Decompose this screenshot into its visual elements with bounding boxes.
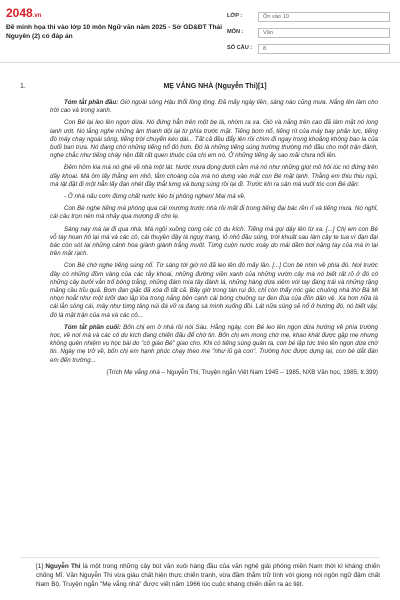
passage-paragraph-2: Đêm hôm kia má nó ghé về nhà một lát. Nước mưa đọng dưới cằm má nó như những giọt mồ hôi lúc nó đứng trên dãy khoai. Má ôm lấy thằng em nhỏ, tắm choàng của má nó dưng vào mặt con Bé mặt lạnh. Thằng em thiu thiu ngủ, má lật đặt đi một hẳn lấy đạn nhét đầy thắt lưng và bung súng rồi lại đi. Trước khi ra sân má vuốt tóc con Bé dặn: [50, 164, 378, 188]
question-number: 1. [20, 83, 26, 90]
summary-end-label: Tóm tắt phần cuối: [64, 323, 121, 331]
summary-end-text: Bốn chị em ở nhà rồi nói Sáu. Hằng ngày, con Bé leo lên ngọn dừa hướng về phía trường học, về nơi má và các cô du kích đang chiến đấu để chờ tin. Bốn chị em mong chờ mẹ, khao khát được gặp mẹ nhưng không quên nhiệm vụ học bài do "cô giáo Bé" giao cho. Khi có tiếng súng quân ta, con bé lập tức trèo lên ngọn dừa chờ tin. Ngày mẹ trở về, bốn chị em hạnh phúc chạy theo mẹ "như lũ gà con". Trường học được dựng lại, con bé dắt đàn em đến trường... [50, 323, 378, 364]
passage-paragraph-4: Sáng nay má lại đi qua nhà. Má ngồi xuồng cùng các cô du kích. Tiếng má gọi dậy lên từ xa. [...] Chị em con Bé vỗ tay hoan hô lại má và các cô, cái thuyền đậy lá ngụy trang, lỏ nhỏ đầu súng, trời khuất sau làm cây te tua vì đạn đại bác còn sót lại những cánh hoa giành giành trắng muốt. Từng cuộn nước xoáy do mái dầm bơi nặng tay của má in lại trên mặt rạch. [50, 225, 378, 258]
passage-quote: - Ở nhà nấu cơm đừng chất nước kéo bị phỏng nghen! Mai má về. [64, 193, 246, 201]
site-logo[interactable] [6, 6, 41, 20]
logo-text: 2048 [6, 6, 33, 20]
meta-row-subject [224, 26, 392, 40]
meta-row-class [224, 10, 392, 24]
meta-label-count: SỐ CÂU : [227, 45, 253, 51]
footnote-text: là một trong những cây bút văn xuôi hàng đầu của văn nghệ giải phóng miền Nam thời kì kháng chiến chống Mĩ. Văn Nguyễn Thi vừa giàu chất hiện thực chiến tranh, vừa đầm thắm trữ tình với giọng nói ngôn ngữ đậm chất Nam Bộ. Truyện ngắn "Mẹ vắng nhà" được viết năm 1966 lúc cuộc kháng chiến diễn ra ác liệt. [36, 563, 380, 588]
summary-end [50, 324, 378, 365]
logo-tld: .vn [32, 13, 42, 19]
document-title: Đề minh họa thi vào lớp 10 môn Ngữ văn năm 2025 - Sở GD&ĐT Thái Nguyên (2) có đáp án [6, 24, 223, 40]
question-title: MẸ VẮNG NHÀ (Nguyễn Thi)[1] [163, 83, 267, 90]
citation-prefix: (Trích [106, 368, 125, 376]
footnote-author: Nguyễn Thi [45, 563, 81, 570]
summary-intro [50, 99, 378, 115]
meta-label-class: LỚP : [227, 13, 243, 19]
meta-value-count: 8 [258, 44, 390, 54]
meta-value-class: Ôn vào 10 [258, 12, 390, 22]
passage-paragraph-5: Con Bé chờ nghe tiếng súng nổ. Từ sáng tới giờ nó đã leo lên đó mấy lần. [...] Con bé nhìn về phía đó. Nơi trước đây có những đồm vàng của các rẫy khoai, những đường viền xanh của những vườn cây mà nó biết rất rõ ở đó có những cây bưởi vẫn trổ bông trắng, những đám mía tây đánh lá, những hàng dừa xiêm với tay đang trái và những rặng mãng cầu trĩu quả. Bom đạn giặc đã xóa đi tất cả. Bây giờ trong tàn rụi đó, chỉ còn thấy nóc gác chuông nhà thờ Bà Mi nhọn hoắt như một lưỡi dao lặp lòa trong nắng bên cạnh cái bóng chuông sự đen đùa của đồn dân vệ. Xa hơn nữa là cái lằn sông cái, mây như từng tảng núi đá vỡ ra đang sà mình xuống đồi. Lát nữa súng sẽ nổ ở hướng đó, nó biết vậy, đó là mặt trận của má và các cô... [50, 262, 378, 319]
meta-row-count [224, 42, 392, 56]
footnote-marker: [1] [36, 563, 46, 570]
summary-intro-label: Tóm tắt phần đầu: [64, 99, 119, 106]
passage-paragraph-1: Con Bé lại leo lên ngọn dừa. Nó đứng hẳn trên một bẹ lá, nhòm ra xa. Gió và nắng trên cao đã làm mặt nó long lanh ướt. Nó lắng nghe những âm thanh dội lại từ phía trước mặt. Tiếng bom nổ, tiếng rít của máy bay phản lực, tiếng đò máy chạy ngoài sông, tiếng trời chuyển kéo dài... Tất cả đều đẩy lên rồi chìm đi ngay trong khoảng không bao la của buổi ban trưa. Nó đang chờ những tiếng nổ đó hơn. Đó là những tiếng súng trường thường mở đầu cho một trận đánh, nghe chắc như tiếng cháy nện đất rất quen thuộc của chị em nó. Ở những tiếng ấy sao mãi chưa nổi lên. [50, 119, 378, 160]
meta-value-subject: Văn [258, 28, 390, 38]
passage-paragraph-3: Con Bé nghe tiếng má phóng qua cái mương trước nhà rồi mất đi trong tiếng đại bác rền rĩ và tiếng mưa. Nó nghĩ, cái câu trọn nén mà nhảy qua mương đi cho lẹ. [50, 205, 378, 221]
page-header [0, 0, 400, 63]
footnote [36, 562, 380, 589]
citation-title: Mẹ vắng nhà [124, 368, 160, 376]
summary-intro-text: Gió ngoài sông Hậu thổi lồng lộng. Đã mấy ngày liền, sáng nào cũng mưa. Nắng lên làm cho trời cao và trong xanh. [50, 99, 378, 115]
citation-rest: – Nguyễn Thi, Truyện ngắn Việt Nam 1945 – 1985, NXB Văn học, 1985, tr.399) [159, 368, 378, 376]
section-divider [20, 557, 380, 558]
citation [50, 369, 378, 377]
passage-block-1 [50, 99, 378, 377]
meta-label-subject: MÔN : [227, 29, 244, 35]
